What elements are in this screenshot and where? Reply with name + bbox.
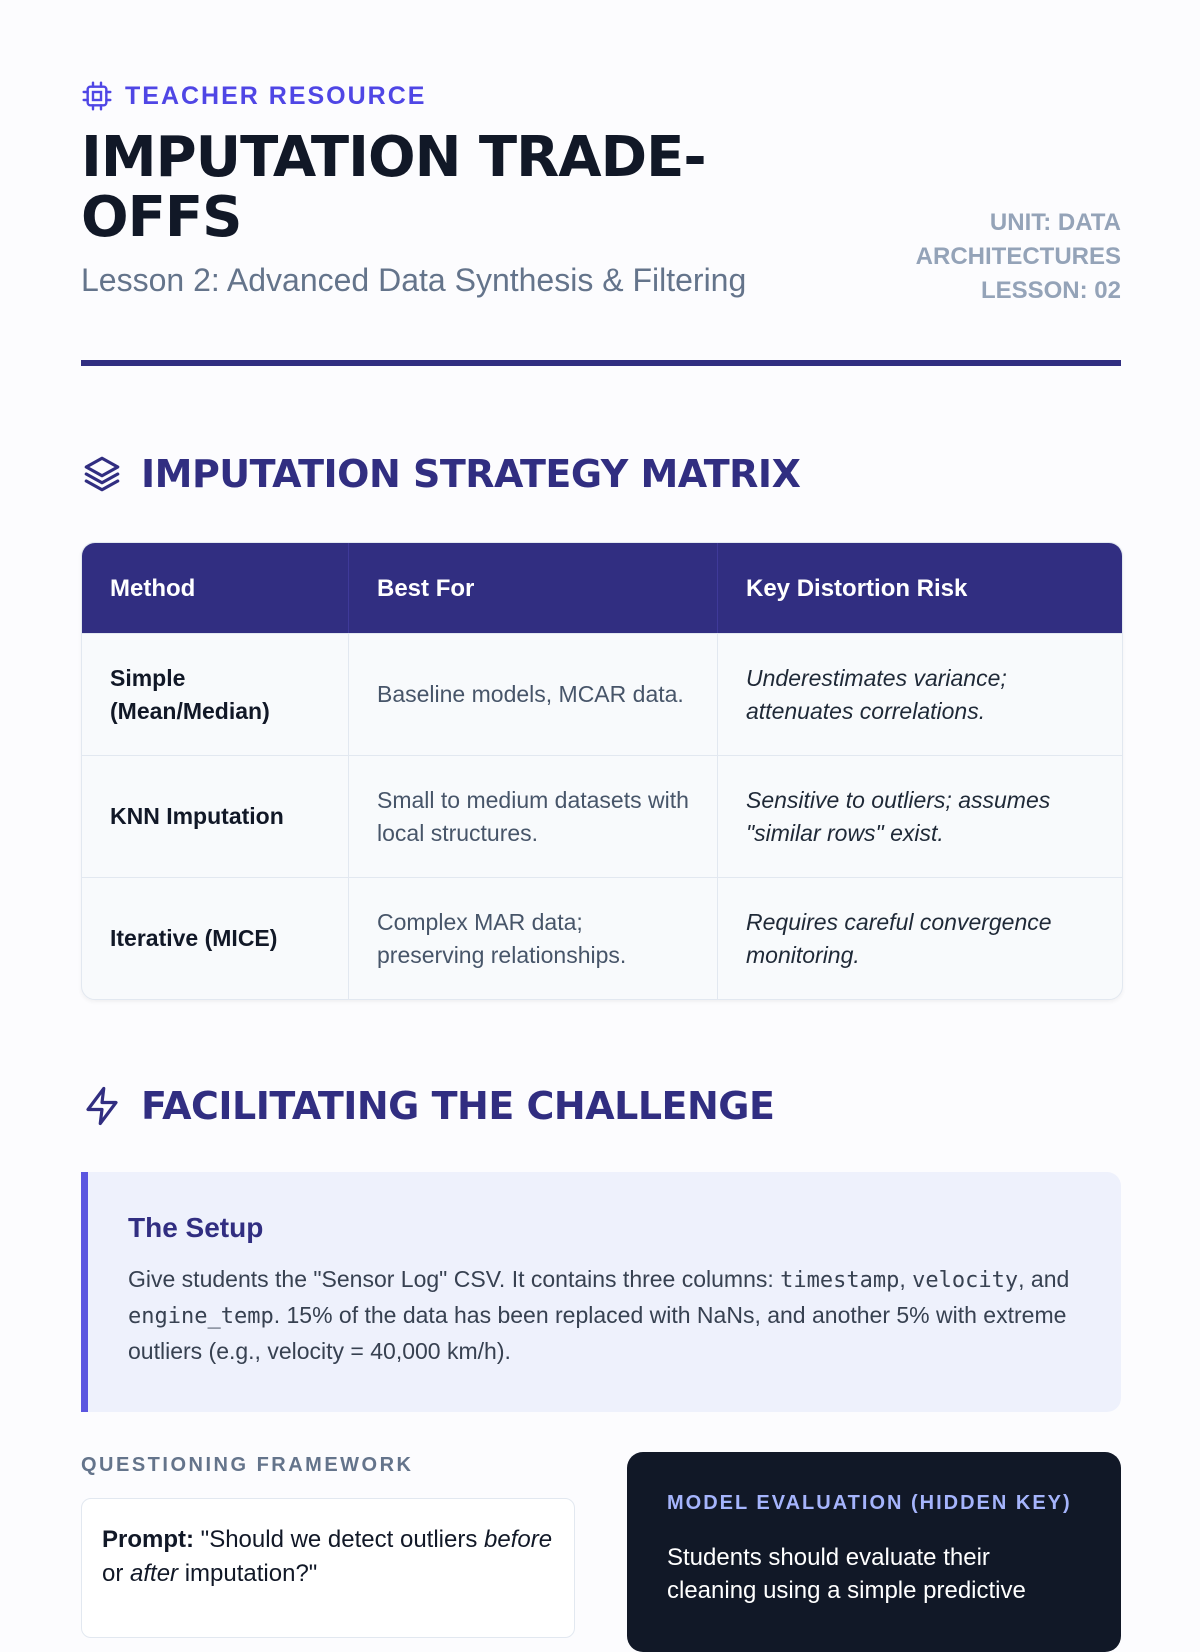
- eyebrow-label: TEACHER RESOURCE: [125, 81, 427, 110]
- setup-callout: [81, 1172, 1121, 1412]
- prompt-text: or: [102, 1560, 131, 1587]
- best-for-cell: Complex MAR data; preserving relationships.: [349, 878, 718, 999]
- prompt-card: [81, 1498, 575, 1638]
- model-evaluation-label: MODEL EVALUATION (HIDDEN KEY): [667, 1492, 1072, 1514]
- header-divider: [81, 360, 1121, 366]
- model-evaluation-text: Students should evaluate their cleaning using a simple predictive: [667, 1544, 1026, 1604]
- challenge-section-title: FACILITATING THE CHALLENGE: [141, 1084, 775, 1128]
- challenge-section-heading: [81, 1084, 774, 1128]
- table-header-row: [82, 543, 1122, 633]
- matrix-section-heading: [81, 452, 800, 496]
- setup-text: ,: [899, 1266, 913, 1292]
- prompt-text: imputation?": [178, 1560, 318, 1587]
- method-cell: Simple (Mean/Median): [82, 634, 349, 755]
- column-header-best-for: Best For: [349, 543, 718, 633]
- code-velocity: velocity: [912, 1268, 1019, 1293]
- page-subtitle: Lesson 2: Advanced Data Synthesis & Filtering: [81, 262, 747, 298]
- lightning-icon: [81, 1085, 123, 1127]
- setup-text: Give students the "Sensor Log" CSV. It contains three columns:: [128, 1266, 781, 1292]
- column-header-method: Method: [82, 543, 349, 633]
- unit-lesson-info: UNIT: DATA ARCHITECTURES LESSON: 02: [915, 209, 1121, 304]
- page-title: IMPUTATION TRADE-OFFS: [81, 125, 706, 250]
- table-row: [82, 877, 1122, 999]
- chip-icon: [81, 80, 113, 112]
- layers-icon: [81, 453, 123, 495]
- code-engine-temp: engine_temp: [128, 1304, 274, 1329]
- best-for-cell: Small to medium datasets with local structures.: [349, 756, 718, 877]
- risk-cell: Sensitive to outliers; assumes "similar rows" exist.: [746, 786, 1051, 846]
- column-header-risk: Key Distortion Risk: [746, 574, 968, 602]
- risk-cell: Requires careful convergence monitoring.: [746, 908, 1052, 968]
- risk-cell: Underestimates variance; attenuates correlations.: [746, 664, 1007, 724]
- method-cell: Iterative (MICE): [82, 878, 349, 999]
- table-row: [82, 633, 1122, 755]
- questioning-framework-label: QUESTIONING FRAMEWORK: [81, 1454, 414, 1476]
- strategy-matrix-table: [81, 542, 1123, 1000]
- setup-body: [128, 1262, 1081, 1369]
- model-evaluation-card: [627, 1452, 1121, 1652]
- prompt-label: Prompt:: [102, 1526, 194, 1553]
- prompt-text: "Should we detect outliers: [194, 1526, 485, 1553]
- setup-title: The Setup: [128, 1212, 264, 1243]
- method-cell: KNN Imputation: [82, 756, 349, 877]
- eyebrow: [81, 80, 426, 112]
- matrix-section-title: IMPUTATION STRATEGY MATRIX: [141, 452, 801, 496]
- table-row: [82, 755, 1122, 877]
- prompt-emphasis: before: [484, 1526, 553, 1553]
- setup-text: . 15% of the data has been replaced with NaNs, and another 5% with extreme outliers (e.g., velocity = 40,000 km/h).: [128, 1302, 1067, 1364]
- prompt-emphasis: after: [130, 1560, 179, 1587]
- setup-text: , and: [1018, 1266, 1070, 1292]
- code-timestamp: timestamp: [780, 1268, 900, 1293]
- best-for-cell: Baseline models, MCAR data.: [349, 634, 718, 755]
